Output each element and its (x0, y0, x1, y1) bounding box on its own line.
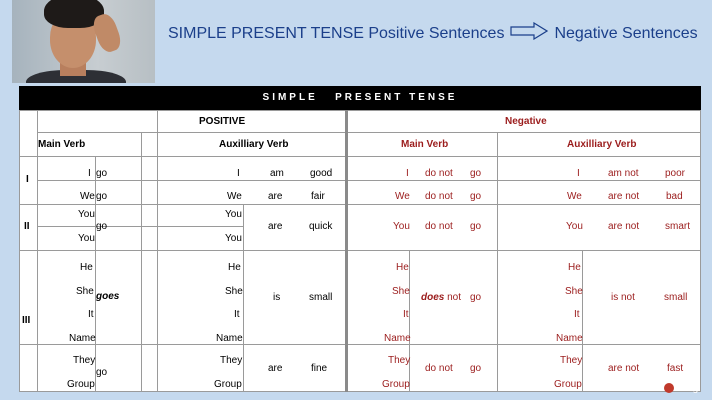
pos-main-subject-they: They (73, 355, 96, 366)
pos-main-subject-he: He (80, 262, 93, 273)
group-label-1: I (26, 174, 29, 185)
neg-aux-subject-i: I (577, 168, 580, 179)
pos-aux-subject-she: She (225, 286, 243, 297)
group-label-2: II (24, 221, 30, 232)
neg-aux-are-not-we: are not (608, 191, 640, 202)
neg-main-verb-you: go (470, 221, 482, 232)
pos-main-verb-we: go (96, 191, 108, 202)
neg-aux-adj-poor: poor (665, 168, 686, 179)
pos-aux-subject-you-1: You (225, 209, 242, 220)
neg-aux-subject-they: They (560, 355, 583, 366)
webcam-presenter-video (12, 0, 155, 83)
neg-aux-are-not-you: are not (608, 221, 640, 232)
neg-main-not: not (444, 292, 462, 303)
neg-aux-subject-name: Name (556, 333, 583, 344)
pos-main-verb-you: go (96, 221, 108, 232)
pos-aux-subject-they: They (220, 355, 243, 366)
pos-main-subject-group: Group (67, 379, 95, 390)
pos-aux-verb-header: Auxilliary Verb (219, 139, 289, 150)
pos-main-subject-you-2: You (78, 233, 95, 244)
neg-aux-subject-he: He (568, 262, 581, 273)
logo-text: Lang (676, 382, 699, 394)
pos-aux-adj-quick: quick (309, 221, 333, 232)
pos-aux-subject-group: Group (214, 379, 242, 390)
neg-main-subject-he: He (396, 262, 409, 273)
neg-aux-is-not: is not (611, 292, 635, 303)
group-label-3: III (22, 315, 31, 326)
neg-aux-subject-group: Group (554, 379, 582, 390)
positive-header: POSITIVE (199, 116, 246, 127)
neg-main-verb-header: Main Verb (401, 139, 449, 150)
neg-main-verb-we: go (470, 191, 482, 202)
pos-aux-subject-i: I (237, 168, 240, 179)
title-positive: SIMPLE PRESENT TENSE Positive Sentences (168, 24, 505, 42)
slide-title (168, 22, 698, 45)
neg-aux-adj-small: small (664, 292, 688, 303)
neg-main-subject-she: She (392, 286, 410, 297)
neg-main-do-not-we: do not (425, 191, 453, 202)
logo-dot-icon (664, 383, 674, 393)
neg-aux-subject-you: You (566, 221, 583, 232)
pos-aux-adj-small: small (309, 292, 333, 303)
pos-aux-are-they: are (268, 363, 283, 374)
pos-aux-am: am (270, 168, 284, 179)
neg-main-subject-you: You (393, 221, 410, 232)
pos-main-subject-she: She (76, 286, 94, 297)
neg-main-verb-they: go (470, 363, 482, 374)
brand-logo (664, 380, 700, 396)
pos-main-verb-header: Main Verb (38, 139, 86, 150)
pos-main-subject-you-1: You (78, 209, 95, 220)
neg-aux-are-not-they: are not (608, 363, 640, 374)
neg-main-verb-3: go (470, 292, 482, 303)
neg-main-do-not-you: do not (425, 221, 453, 232)
pos-main-subject-we: We (80, 191, 95, 202)
pos-main-verb-they: go (96, 367, 108, 378)
pos-aux-subject-he: He (228, 262, 241, 273)
pos-aux-subject-we: We (227, 191, 242, 202)
neg-aux-subject-it: It (574, 309, 580, 320)
neg-main-does: does (421, 292, 445, 303)
title-negative: Negative Sentences (554, 24, 698, 42)
neg-aux-adj-smart: smart (665, 221, 690, 232)
pos-aux-are-you: are (268, 221, 283, 232)
neg-main-subject-it: It (403, 309, 409, 320)
right-outline-arrow-icon (510, 22, 548, 45)
neg-aux-subject-she: She (565, 286, 583, 297)
neg-main-do-not-i: do not (425, 168, 453, 179)
neg-main-do-not-they: do not (425, 363, 453, 374)
pos-main-subject-it: It (88, 309, 94, 320)
pos-aux-adj-fair: fair (311, 191, 325, 202)
neg-main-does-not (421, 292, 461, 303)
pos-aux-are-we: are (268, 191, 283, 202)
pos-aux-subject-it: It (234, 309, 240, 320)
neg-aux-am-not: am not (608, 168, 639, 179)
tense-table (19, 86, 701, 392)
pos-aux-adj-fine: fine (311, 363, 328, 374)
neg-aux-adj-fast: fast (667, 363, 684, 374)
neg-main-subject-they: They (388, 355, 411, 366)
neg-aux-verb-header: Auxilliary Verb (567, 139, 637, 150)
table-banner: SIMPLE PRESENT TENSE (19, 86, 701, 110)
pos-main-verb-goes: goes (96, 291, 120, 302)
pos-aux-subject-name: Name (216, 333, 243, 344)
pos-main-subject-name: Name (69, 333, 96, 344)
pos-aux-subject-you-2: You (225, 233, 242, 244)
negative-header: Negative (505, 116, 547, 127)
neg-aux-subject-we: We (567, 191, 582, 202)
pos-aux-adj-good: good (310, 168, 333, 179)
neg-main-verb-i: go (470, 168, 482, 179)
neg-aux-adj-bad: bad (666, 191, 683, 202)
pos-main-verb-i: go (96, 168, 108, 179)
positive-negative-divider (345, 110, 348, 392)
neg-main-subject-name: Name (384, 333, 411, 344)
pos-aux-is: is (273, 292, 281, 303)
pos-main-subject-i: I (88, 168, 91, 179)
neg-main-subject-group: Group (382, 379, 410, 390)
neg-main-subject-we: We (395, 191, 410, 202)
neg-main-subject-i: I (406, 168, 409, 179)
